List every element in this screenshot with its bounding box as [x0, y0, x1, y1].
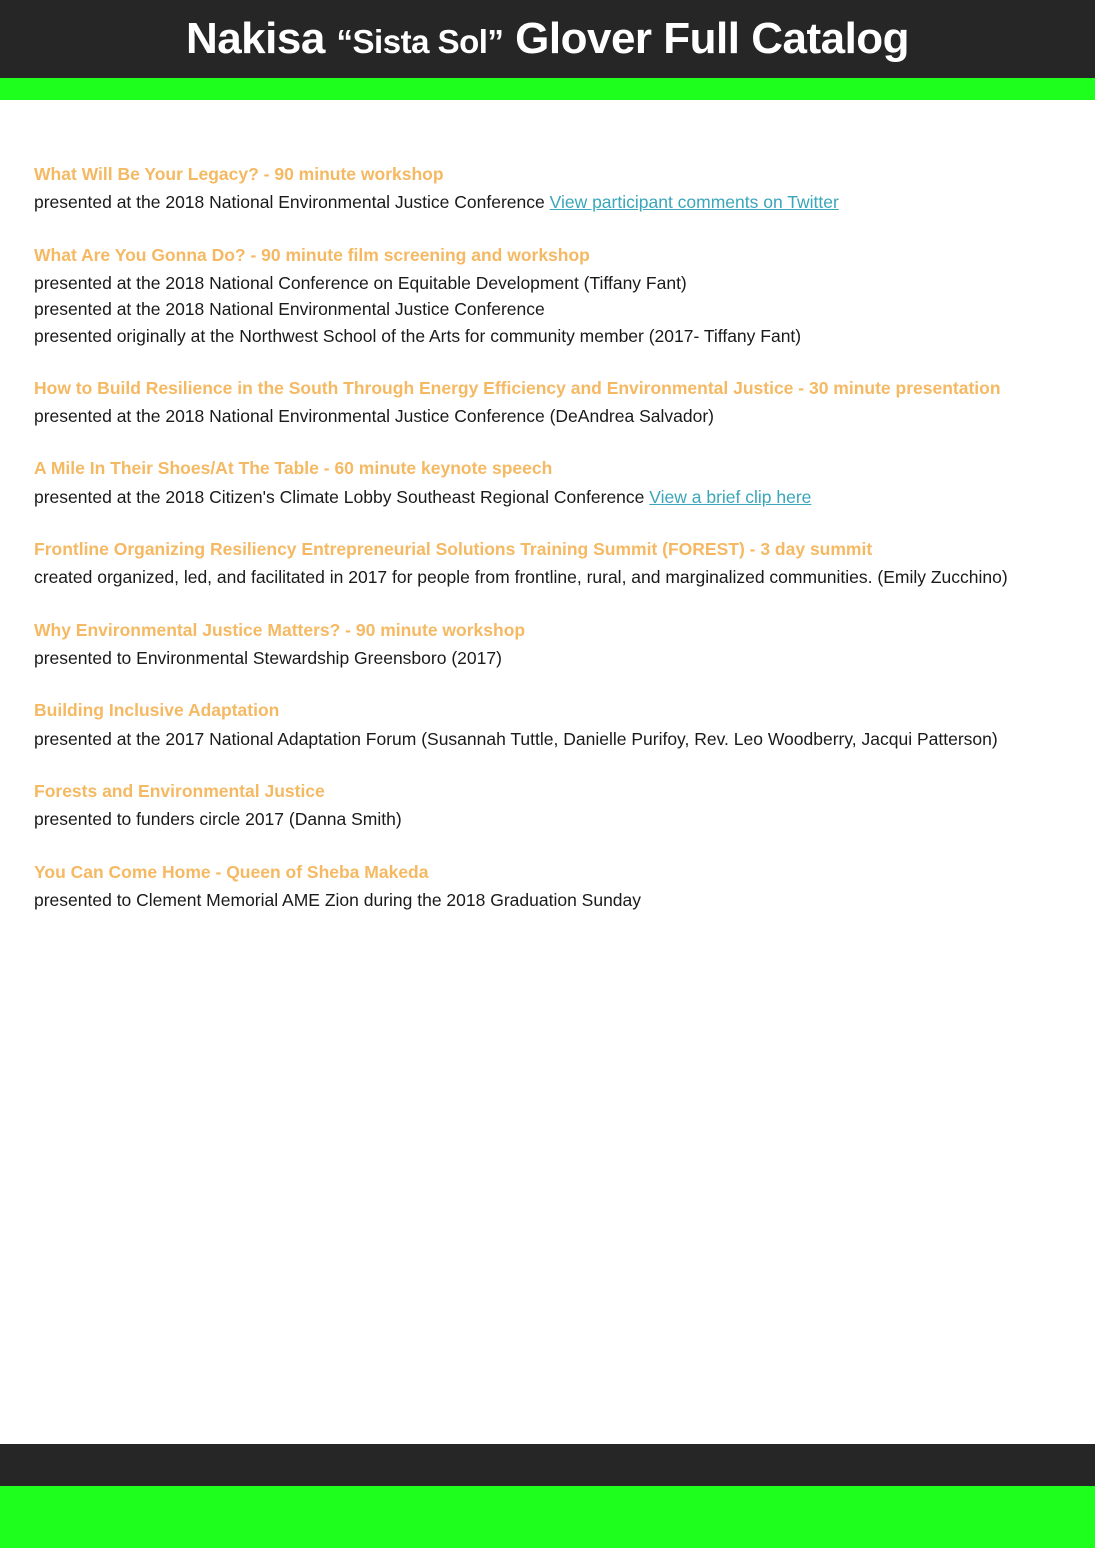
catalog-entry-detail-text: presented originally at the Northwest School of the Arts for community member (2017- Tiffany Fant) [34, 325, 802, 346]
catalog-entry [34, 456, 1061, 510]
catalog-entry-detail-text: presented at the 2017 National Adaptation Forum (Susannah Tuttle, Danielle Purifoy, Rev. Leo Woodberry, Jacqui Patterson) [34, 728, 998, 749]
catalog-entry-title: Building Inclusive Adaptation [34, 700, 280, 721]
catalog-entry-detail-text: presented to funders circle 2017 (Danna Smith) [34, 809, 402, 830]
catalog-entry-detail-text: presented at the 2018 National Environmental Justice Conference [34, 299, 545, 320]
catalog-entry-detail [34, 403, 1034, 429]
catalog-entry-detail-text: presented at the 2018 National Environmental Justice Conference (DeAndrea Salvador) [34, 406, 714, 427]
catalog-entry-detail [34, 645, 1034, 671]
catalog-entry-title: You Can Come Home - Queen of Sheba Makeda [34, 861, 429, 882]
catalog-entry-detail-text: presented at the 2018 Citizen's Climate Lobby Southeast Regional Conference [34, 486, 650, 507]
catalog-entry-detail [34, 323, 1034, 349]
external-link[interactable]: View participant comments on Twitter [549, 192, 839, 213]
header-accent-bar [0, 78, 1095, 100]
catalog-list [0, 100, 1095, 1192]
catalog-entry-title: What Are You Gonna Do? - 90 minute film screening and workshop [34, 244, 590, 265]
catalog-entry-title: Why Environmental Justice Matters? - 90 minute workshop [34, 619, 526, 640]
content-spacer [0, 1192, 1095, 1444]
catalog-entry [34, 698, 1061, 752]
catalog-entry [34, 243, 1061, 349]
page-title-nickname: “Sista Sol” [336, 23, 504, 60]
catalog-entry [34, 860, 1061, 914]
catalog-entry [34, 618, 1061, 672]
catalog-entry-title: What Will Be Your Legacy? - 90 minute workshop [34, 164, 444, 184]
catalog-entry-title: A Mile In Their Shoes/At The Table - 60 minute keynote speech [34, 458, 553, 479]
catalog-entry-title: Frontline Organizing Resiliency Entrepreneurial Solutions Training Summit (FOREST) - 3 day summit [34, 539, 873, 559]
catalog-entry [34, 162, 1061, 216]
catalog-entry-detail [34, 806, 1034, 832]
catalog-entry [34, 779, 1061, 833]
catalog-entry-detail [34, 887, 1034, 913]
page-title [185, 14, 910, 63]
catalog-entry-title: How to Build Resilience in the South Through Energy Efficiency and Environmental Justice - 30 minute presentation [34, 377, 1001, 398]
catalog-entry-detail [34, 484, 1034, 510]
footer-accent-bar [0, 1486, 1095, 1548]
site-header [0, 0, 1095, 78]
catalog-entry [34, 376, 1061, 430]
catalog-entry [34, 537, 1061, 591]
catalog-entry-detail-text: presented at the 2018 National Environmental Justice Conference [34, 192, 550, 213]
footer-bar [0, 1444, 1095, 1486]
catalog-entry-detail-text: presented to Environmental Stewardship Greensboro (2017) [34, 648, 502, 668]
catalog-entry-detail-text: presented to Clement Memorial AME Zion during the 2018 Graduation Sunday [34, 889, 642, 910]
catalog-entry-detail-text: presented at the 2018 National Conference on Equitable Development (Tiffany Fant) [34, 273, 687, 293]
external-link[interactable]: View a brief clip here [649, 486, 812, 507]
catalog-entry-detail [34, 564, 1034, 590]
catalog-entry-detail-text: created organized, led, and facilitated in 2017 for people from frontline, rural, and marginalized communities. (Emily Zucchino) [34, 567, 1008, 588]
catalog-entry-detail [34, 726, 1034, 752]
catalog-entry-detail [34, 270, 1034, 296]
catalog-entry-title: Forests and Environmental Justice [34, 780, 325, 801]
catalog-entry-detail [34, 189, 1034, 215]
page-title-part2: Glover Full Catalog [503, 14, 910, 63]
page-title-part1: Nakisa [185, 14, 337, 63]
catalog-entry-detail [34, 296, 1034, 322]
